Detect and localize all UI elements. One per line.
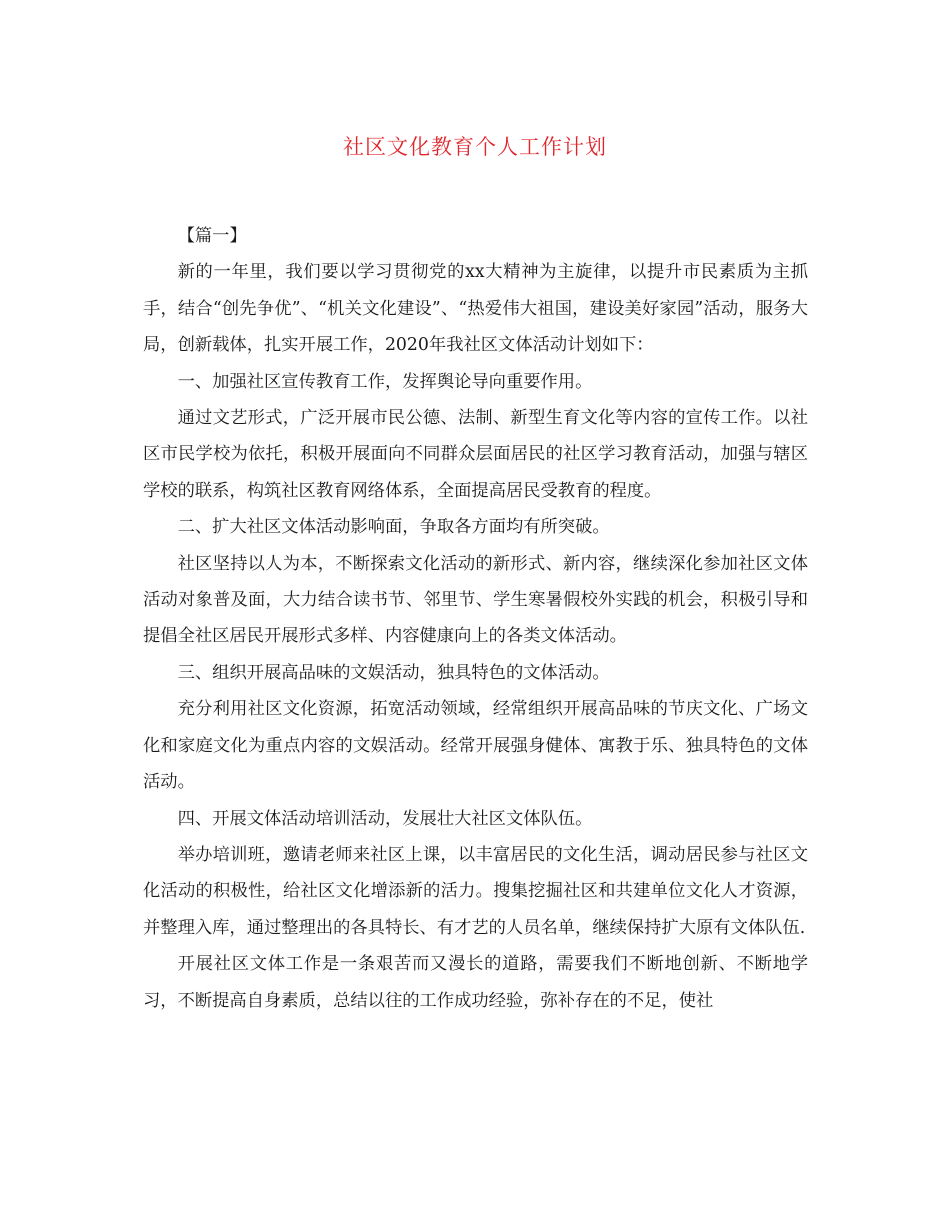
document-title: 社区文化教育个人工作计划	[343, 135, 607, 159]
paragraph-4: 举办培训班，邀请老师来社区上课，以丰富居民的文化生活，调动居民参与社区文化活动的积极性，给社区文化增添新的活力。搜集挖掘社区和共建单位文化人才资源，并整理入库，通过整理出的各具特长、有才艺的人员名单，继续保持扩大原有文体队伍.	[143, 844, 808, 938]
heading-1: 一、加强社区宣传教育工作，发挥舆论导向重要作用。	[177, 371, 593, 392]
closing-paragraph: 开展社区文体工作是一条艰苦而又漫长的道路，需要我们不断地创新、不断地学习，不断提高自身素质，总结以往的工作成功经验，弥补存在的不足，使社	[143, 954, 808, 1011]
paragraph-3: 充分利用社区文化资源，拓宽活动领域，经常组织开展高品味的节庆文化、广场文化和家庭文化为重点内容的文娱活动。经常开展强身健体、寓教于乐、独具特色的文体活动。	[143, 699, 808, 793]
heading-4: 四、开展文体活动培训活动，发展壮大社区文体队伍。	[177, 808, 593, 829]
paragraph-1: 通过文艺形式，广泛开展市民公德、法制、新型生育文化等内容的宣传工作。以社区市民学校为依托，积极开展面向不同群众层面居民的社区学习教育活动，加强与辖区学校的联系，构筑社区教育网络体系，全面提高居民受教育的程度。	[143, 408, 808, 501]
paragraph-2: 社区坚持以人为本，不断探索文化活动的新形式、新内容，继续深化参加社区文体活动对象普及面，大力结合读书节、邻里节、学生寒暑假校外实践的机会，积极引导和提倡全社区居民开展形式多样、内容健康向上的各类文体活动。	[143, 553, 808, 647]
document-body	[143, 218, 808, 1019]
heading-2: 二、扩大社区文体活动影响面，争取各方面均有所突破。	[177, 517, 610, 538]
heading-3: 三、组织开展高品味的文娱活动，独具特色的文体活动。	[177, 662, 610, 683]
intro-paragraph: 新的一年里，我们要以学习贯彻党的xx大精神为主旋律，以提升市民素质为主抓手，结合“创先争优”、“机关文化建设”、“热爱伟大祖国，建设美好家园”活动，服务大局，创新载体，扎实开展工作，2020年我社区文体活动计划如下：	[143, 262, 808, 356]
section-label: 【篇一】	[177, 226, 247, 246]
